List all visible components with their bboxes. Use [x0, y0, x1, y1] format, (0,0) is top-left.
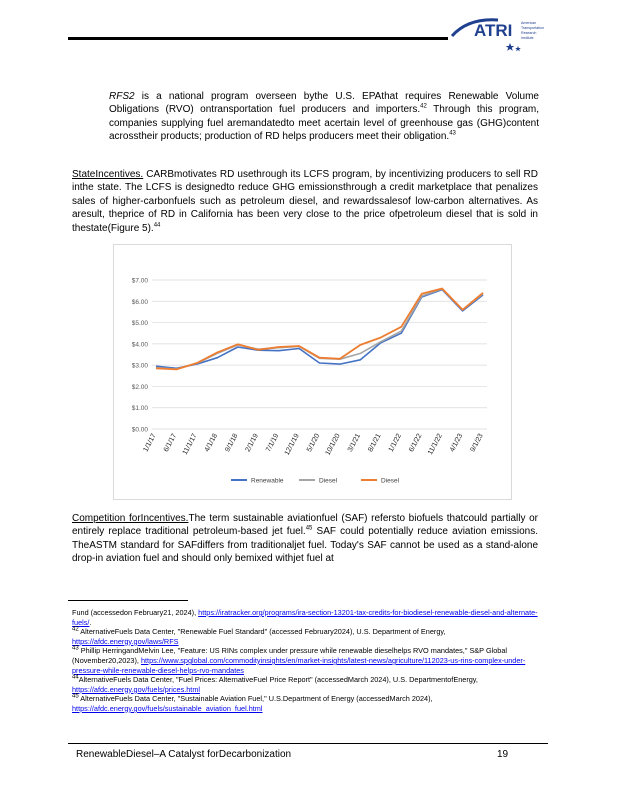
x-tick-label: 8/1/21 — [367, 432, 383, 454]
y-tick-label: $7.00 — [131, 277, 148, 285]
footnote-43: $^{43}$ Phillip HerringandMelvin Lee, "Feature: US RINs complex under pressure while renewable dieselhelps RVO mandates," S&P Global (November20,2023), https://www.spglobal.com/commodityinsights/en/market-insights/latest-news/agriculture/112023-us-rins-complex-under-pressure-while-renewable-diesel-helps-rvo-mandates — [72, 645, 526, 675]
logo-tagline-2: Transportation — [521, 26, 545, 30]
x-tick-label: 4/1/23 — [449, 432, 465, 454]
rfs2-text-2: Through this program, companies supplying fuel aremandatedto meet acertain level of greenhouse gas (GHG)content acrosstheir products; production of RD helps producers meet their obligation. — [109, 104, 539, 143]
price-line-chart — [113, 244, 510, 498]
footnote-45: $^{45}$ AlternativeFuels Data Center, "Sustainable Aviation Fuel," U.S.Department of Energy (accessedMarch 2024), https://afdc.energy.gov/fuels/sustainable_aviation_fuel.html — [72, 693, 433, 713]
competition-text-2: SAF could potentially reduce aviation emissions. TheASTM standard for SAFdiffers from traditionaljet fuel. Today's SAF cannot be used as a stand-alone drop-in aviation fuel and should only bemixed withjet fuel at — [72, 526, 539, 565]
competition-text-1: The term sustainable aviationfuel (SAF) refersto biofuels thatcould partially or entirely replace traditional petroleum-based jet fuel. — [72, 513, 538, 538]
x-tick-label: 6/1/22 — [408, 432, 424, 454]
paragraph-competition — [72, 512, 538, 566]
logo-stars-icon — [506, 43, 521, 51]
rfs2-text-1: is a national program overseen bythe U.S. EPAthat requires Renewable Volume Obligations (RVO) ontransportation fuel producers and importers. — [109, 91, 539, 116]
y-tick-label: $6.00 — [131, 298, 148, 306]
logo-tagline-1: American — [521, 21, 537, 25]
x-tick-label: 9/1/23 — [469, 432, 485, 454]
x-tick-label: 3/1/21 — [346, 432, 363, 454]
logo-tagline-3: Research — [521, 31, 537, 35]
legend-label-2: Diesel — [319, 477, 338, 485]
state-incentives-text: CARBmotivates RD usethrough its LCFS program, by incentivizing producers to sell RD inthe state. The LCFS is designedto reduce GHG emissionsthrough a credit marketplace that penalizes sales of higher-carbonfuels such as petroleum diesel, and rewardssalesof low-carbon alternatives. As aresult, theprice of RD in California has been very close to the price ofpetroleum diesel that is sold in thestate(Figure 5). — [72, 169, 538, 234]
y-tick-label: $2.00 — [131, 383, 148, 391]
footnote-42: $^{42}$ AlternativeFuels Data Center, "Renewable Fuel Standard" (accessed February2024), U.S. Department of Energy, https://afdc.energy.gov/laws/RFS — [72, 626, 446, 646]
footnote-continued: Fund (accessedon February21, 2024), https://iratracker.org/programs/ira-section-13201-tax-credits-for-biodiesel-renewable-diesel-and-alternate-fuels/. — [72, 608, 538, 627]
y-tick-label: $1.00 — [131, 405, 148, 413]
x-tick-label: 2/1/19 — [244, 432, 260, 454]
y-tick-label: $3.00 — [131, 362, 148, 370]
footnote-ref-45[interactable]: 45 — [305, 526, 313, 533]
state-incentives-heading: StateIncentives. — [72, 169, 144, 180]
y-tick-label: $4.00 — [131, 341, 148, 349]
footnote-ref-44[interactable]: 44 — [153, 222, 161, 229]
footnote-ref-43[interactable]: 43 — [449, 130, 456, 137]
competition-heading: Competition forIncentives. — [72, 513, 189, 524]
x-tick-label: 7/1/19 — [265, 432, 281, 454]
footnote-link-afdc-saf[interactable]: https://afdc.energy.gov/fuels/sustainable_aviation_fuel.html — [72, 703, 263, 713]
x-tick-label: 11/1/17 — [181, 432, 199, 457]
header-rule — [68, 37, 448, 40]
x-tick-label: 5/1/20 — [305, 432, 322, 454]
x-tick-label: 1/1/17 — [142, 432, 158, 454]
x-tick-label: 1/1/22 — [387, 432, 404, 454]
y-tick-label: $0.00 — [131, 426, 148, 434]
series-line-3 — [156, 289, 483, 370]
x-tick-label: 6/1/17 — [162, 432, 179, 454]
x-tick-label: 10/1/20 — [324, 432, 342, 457]
footer-rule — [68, 743, 548, 744]
logo-name: ATRI — [474, 21, 513, 40]
page-number: 19 — [497, 749, 509, 760]
x-tick-label: 12/1/19 — [283, 432, 301, 457]
y-tick-label: $5.00 — [131, 320, 148, 328]
x-tick-label: 4/1/18 — [203, 432, 220, 454]
logo-tagline-4: Institute — [521, 36, 534, 40]
x-tick-label: 11/1/22 — [426, 432, 444, 457]
atri-logo — [446, 14, 556, 54]
footnote-rule — [68, 600, 188, 601]
paragraph-state-incentives — [72, 168, 538, 235]
rfs2-term: RFS2 — [109, 91, 135, 102]
legend-label-1: Renewable — [251, 477, 284, 485]
footnote-link-afdc-rfs[interactable]: https://afdc.energy.gov/laws/RFS — [72, 636, 179, 646]
footnotes — [72, 608, 548, 714]
footnote-44: $^{44}$AlternativeFuels Data Center, "Fuel Prices: AlternativeFuel Price Report" (accessedMarch 2024), U.S. DepartmentofEnergy, https://afdc.energy.gov/fuels/prices.html — [72, 674, 478, 694]
x-tick-label: 9/1/18 — [224, 432, 240, 454]
footer-title: RenewableDiesel–A Catalyst forDecarbonization — [76, 749, 292, 760]
paragraph-rfs2 — [109, 90, 539, 144]
footnote-ref-42[interactable]: 42 — [420, 104, 427, 111]
footnote-link-afdc-prices[interactable]: https://afdc.energy.gov/fuels/prices.html — [72, 684, 201, 694]
footnote-link-spglobal[interactable]: https://www.spglobal.com/commodityinsights/en/market-insights/latest-news/agriculture/112023-us-rins-complex-under-pressure-while-renewable-diesel-helps-rvo-mandates — [72, 655, 526, 675]
legend-label-3: Diesel — [381, 477, 400, 485]
footnote-link-iratracker[interactable]: https://iratracker.org/programs/ira-section-13201-tax-credits-for-biodiesel-renewable-diesel-and-alternate-fuels/ — [72, 608, 538, 627]
